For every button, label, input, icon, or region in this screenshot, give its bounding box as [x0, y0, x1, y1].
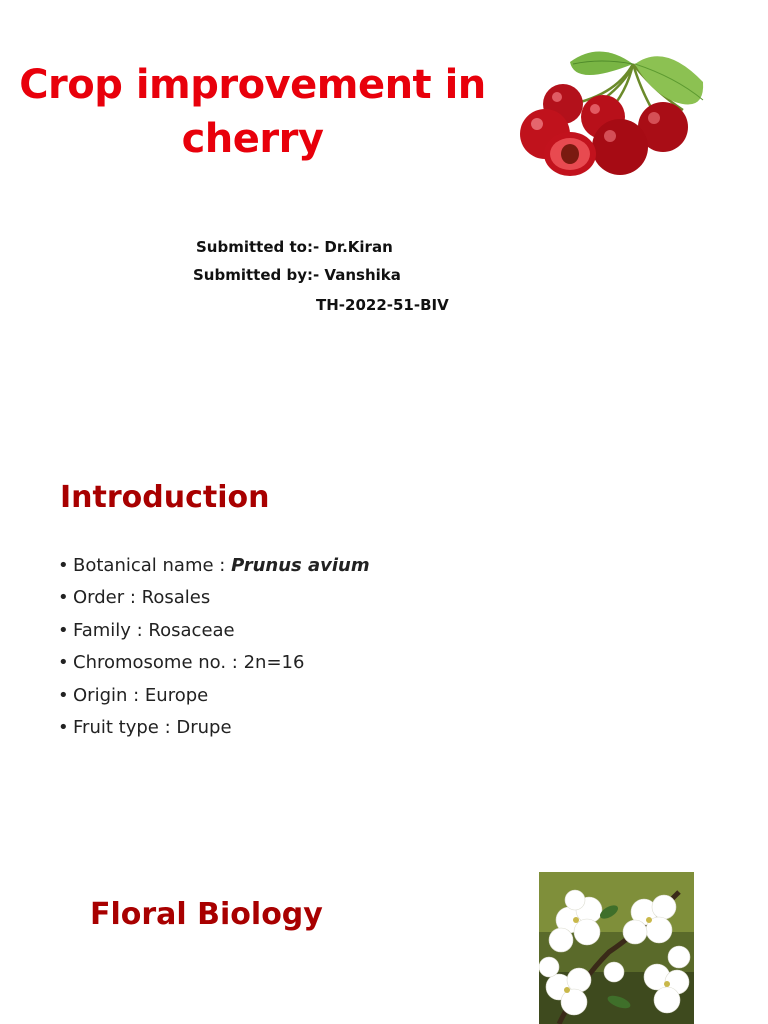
title-slide: [0, 0, 768, 420]
list-item-label: Fruit type : Drupe: [73, 717, 232, 739]
submitted-to: Submitted to:- Dr.Kiran: [196, 238, 393, 256]
cherries-image: [515, 42, 715, 182]
bullet-icon: •: [58, 587, 69, 609]
submitted-by: Submitted by:- Vanshika: [193, 266, 401, 284]
floral-biology-heading: Floral Biology: [90, 897, 323, 932]
introduction-list: [58, 550, 370, 744]
floral-biology-slide: [0, 860, 768, 1024]
title-line-1: Crop improvement in: [19, 62, 486, 108]
list-item: [58, 615, 370, 647]
title-line-2: cherry: [181, 116, 324, 162]
student-id: TH-2022-51-BIV: [316, 296, 449, 314]
bullet-icon: •: [58, 652, 69, 674]
list-item-label: Family : Rosaceae: [73, 619, 235, 641]
cherry-blossom-image: [539, 872, 694, 1024]
list-item-label: Chromosome no. : 2n=16: [73, 652, 305, 674]
introduction-slide: [0, 450, 768, 810]
list-item: [58, 680, 370, 712]
list-item: [58, 647, 370, 679]
list-item: [58, 550, 370, 582]
bullet-icon: •: [58, 555, 69, 576]
bullet-icon: •: [58, 717, 69, 739]
list-item-label: Order : Rosales: [73, 587, 211, 609]
list-item-label: Botanical name :: [73, 555, 232, 576]
bullet-icon: •: [58, 619, 69, 641]
list-item-label: Origin : Europe: [73, 684, 209, 706]
botanical-name-value: Prunus avium: [231, 555, 370, 576]
list-item: [58, 582, 370, 614]
introduction-heading: Introduction: [60, 480, 270, 515]
presentation-title: [0, 58, 505, 166]
bullet-icon: •: [58, 684, 69, 706]
list-item: [58, 712, 370, 744]
